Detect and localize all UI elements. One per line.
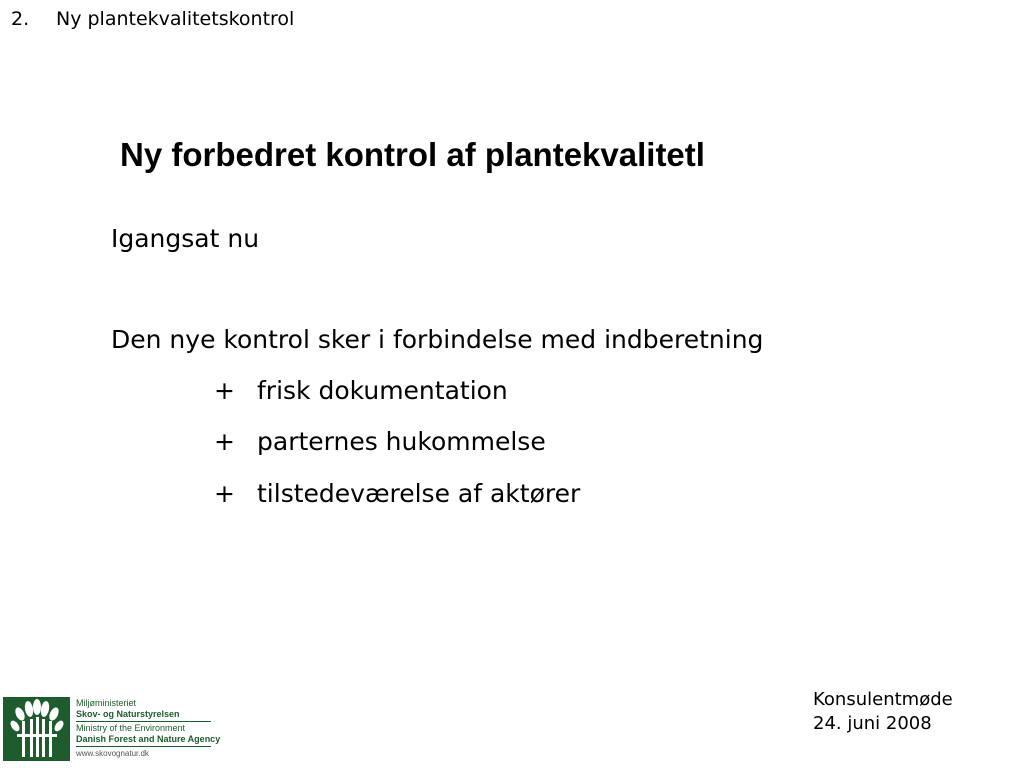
slide-title: Ny forbedret kontrol af plantekvalitetl: [120, 136, 705, 173]
section-number: 2.: [11, 8, 30, 30]
footer-date: 24. juni 2008: [813, 713, 932, 734]
ministry-name-da: Miljøministeriet: [76, 698, 137, 708]
bullet-text: parternes hukommelse: [257, 427, 546, 456]
bullet-text: frisk dokumentation: [257, 376, 508, 405]
logo-divider: [76, 746, 211, 747]
section-label: Ny plantekvalitetskontrol: [56, 8, 295, 30]
ministry-name-en: Ministry of the Environment: [76, 723, 186, 733]
body-line-started: Igangsat nu: [111, 224, 260, 253]
bullet-item: [214, 376, 508, 405]
bullet-item: [214, 427, 546, 456]
bullet-marker: +: [214, 479, 235, 508]
agency-name-en: Danish Forest and Nature Agency: [76, 734, 221, 744]
wheat-sheaf-icon: [3, 697, 70, 761]
section-header: [11, 8, 294, 30]
bullet-marker: +: [214, 427, 235, 456]
agency-name: [76, 698, 220, 759]
body-line-control: Den nye kontrol sker i forbindelse med indberetning: [111, 325, 764, 354]
agency-url[interactable]: www.skovognatur.dk: [76, 749, 149, 758]
bullet-item: [214, 479, 580, 508]
logo-divider: [76, 721, 211, 722]
agency-name-da: Skov- og Naturstyrelsen: [76, 709, 180, 719]
bullet-marker: +: [214, 376, 235, 405]
bullet-text: tilstedeværelse af aktører: [257, 479, 581, 508]
agency-logo: [3, 697, 221, 765]
footer-event: Konsulentmøde: [813, 689, 953, 710]
slide-footer: [813, 688, 953, 736]
